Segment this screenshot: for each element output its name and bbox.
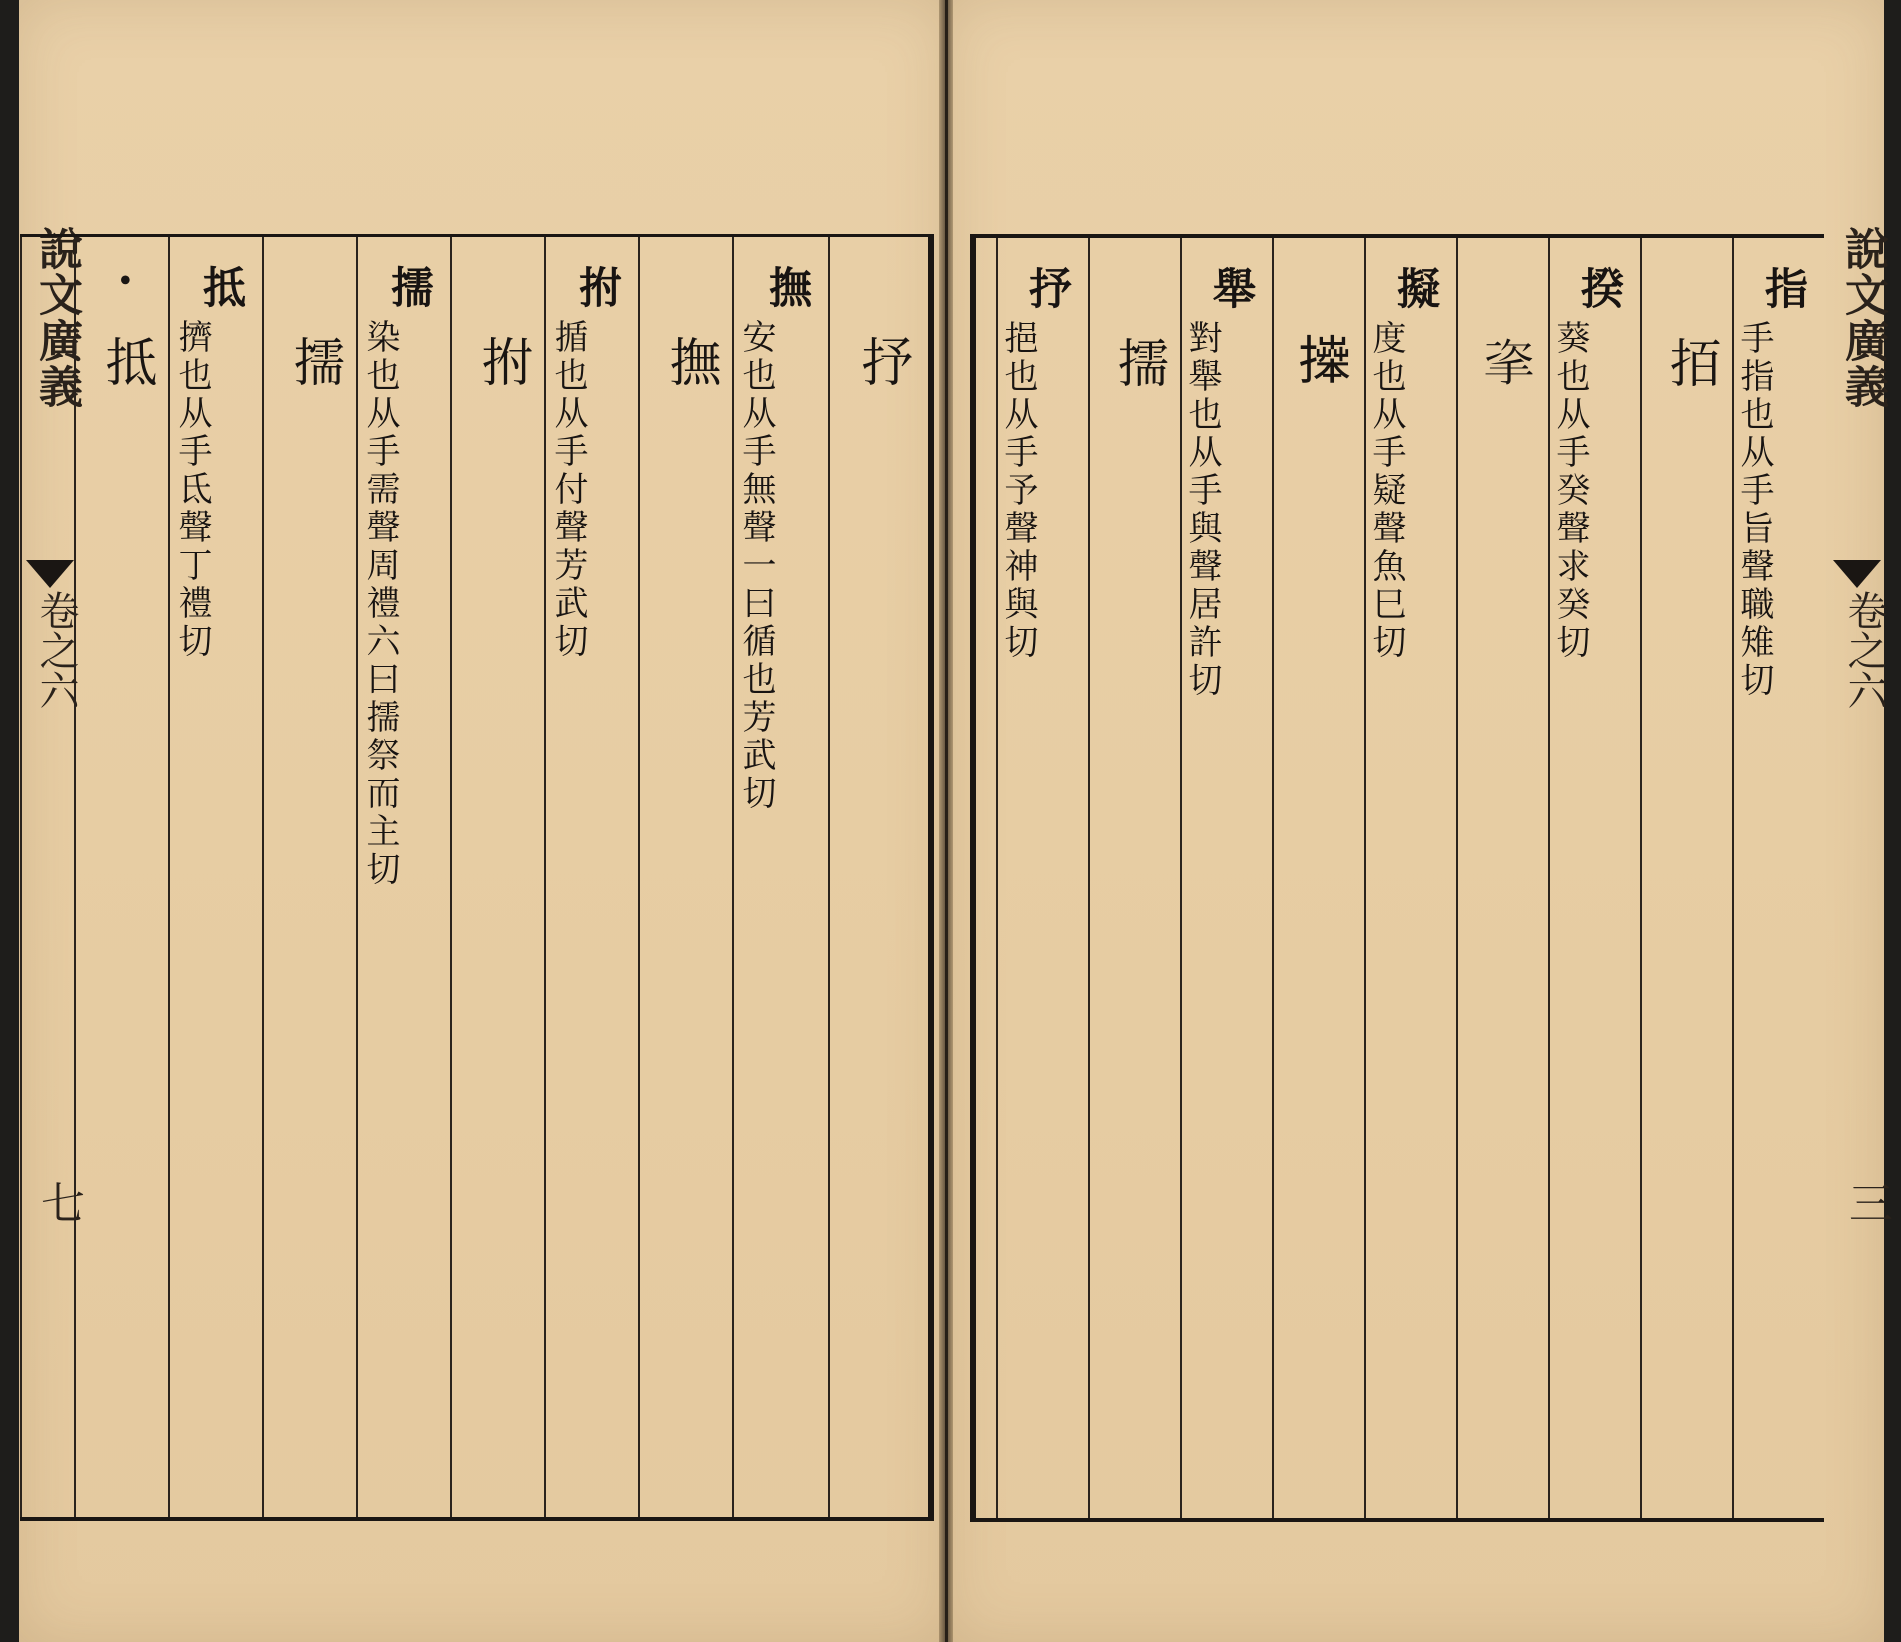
seal-script-entry: 抵	[96, 335, 156, 425]
left-margin-juan: 卷之六	[33, 590, 79, 710]
gloss-text: 揗也从手付聲芳武切	[548, 319, 588, 661]
right-column-5	[1364, 238, 1458, 1518]
left-text-frame	[20, 234, 934, 1521]
headword: 揆	[1574, 266, 1624, 309]
headword: 舉	[1206, 266, 1256, 309]
right-column-3	[1548, 238, 1642, 1518]
left-column-5	[450, 237, 546, 1517]
headword: 撫	[762, 265, 812, 308]
left-column-3	[638, 237, 734, 1517]
seal-script-entry: 𢫴	[1476, 336, 1536, 426]
left-column-7	[262, 237, 358, 1517]
seal-script-entry: 擩	[1108, 336, 1168, 426]
headword: 擩	[384, 265, 434, 308]
right-margin-title: 說文廣義	[1837, 226, 1888, 410]
gloss-text: 安也从手無聲一曰循也芳武切	[736, 319, 776, 813]
headword: 擬	[1390, 266, 1440, 309]
left-column-6	[356, 237, 452, 1517]
left-column-1	[828, 237, 930, 1517]
right-column-8	[1088, 238, 1182, 1518]
gloss-text: 染也从手需聲周禮六曰擩祭而主切	[360, 319, 400, 889]
gloss-text: 擠也从手氐聲丁禮切	[172, 319, 212, 661]
right-column-7	[1180, 238, 1274, 1518]
left-column-border	[20, 237, 76, 1517]
gloss-text: 度也从手疑聲魚巳切	[1366, 320, 1406, 662]
left-column-2	[732, 237, 830, 1517]
left-margin-title: 說文廣義	[31, 226, 82, 410]
gloss-text: 對舉也从手與聲居許切	[1182, 320, 1222, 700]
right-column-4	[1456, 238, 1550, 1518]
gloss-text: 手指也从手旨聲職雉切	[1734, 320, 1774, 700]
right-column-1	[1732, 238, 1826, 1518]
left-column-9	[74, 237, 170, 1517]
headword: 指	[1758, 266, 1808, 309]
gloss-text: 挹也从手予聲神與切	[998, 320, 1038, 662]
right-folio-number: 三	[1841, 1180, 1892, 1224]
seal-script-entry: 擩	[284, 335, 344, 425]
seal-script-entry: 拊	[472, 335, 532, 425]
right-margin-juan: 卷之六	[1841, 590, 1887, 710]
left-folio-number: 七	[33, 1180, 84, 1224]
gloss-text: 葵也从手癸聲求癸切	[1550, 320, 1590, 662]
seal-script-entry: 抒	[852, 335, 912, 425]
right-column-9	[996, 238, 1090, 1518]
right-column-6	[1272, 238, 1366, 1518]
right-column-2	[1640, 238, 1734, 1518]
seal-script-entry: 撫	[660, 335, 720, 425]
headword: 抵	[196, 265, 246, 308]
seal-script-entry: 𢫦	[1660, 336, 1720, 426]
book-gutter	[939, 0, 953, 1642]
seal-script-entry: 𢷎	[1292, 336, 1352, 426]
punctuation-dot-icon: •	[106, 271, 141, 289]
headword: 拊	[572, 265, 622, 308]
right-text-frame	[970, 234, 1824, 1522]
headword: 抒	[1022, 266, 1072, 309]
left-column-4	[544, 237, 640, 1517]
left-column-8	[168, 237, 264, 1517]
